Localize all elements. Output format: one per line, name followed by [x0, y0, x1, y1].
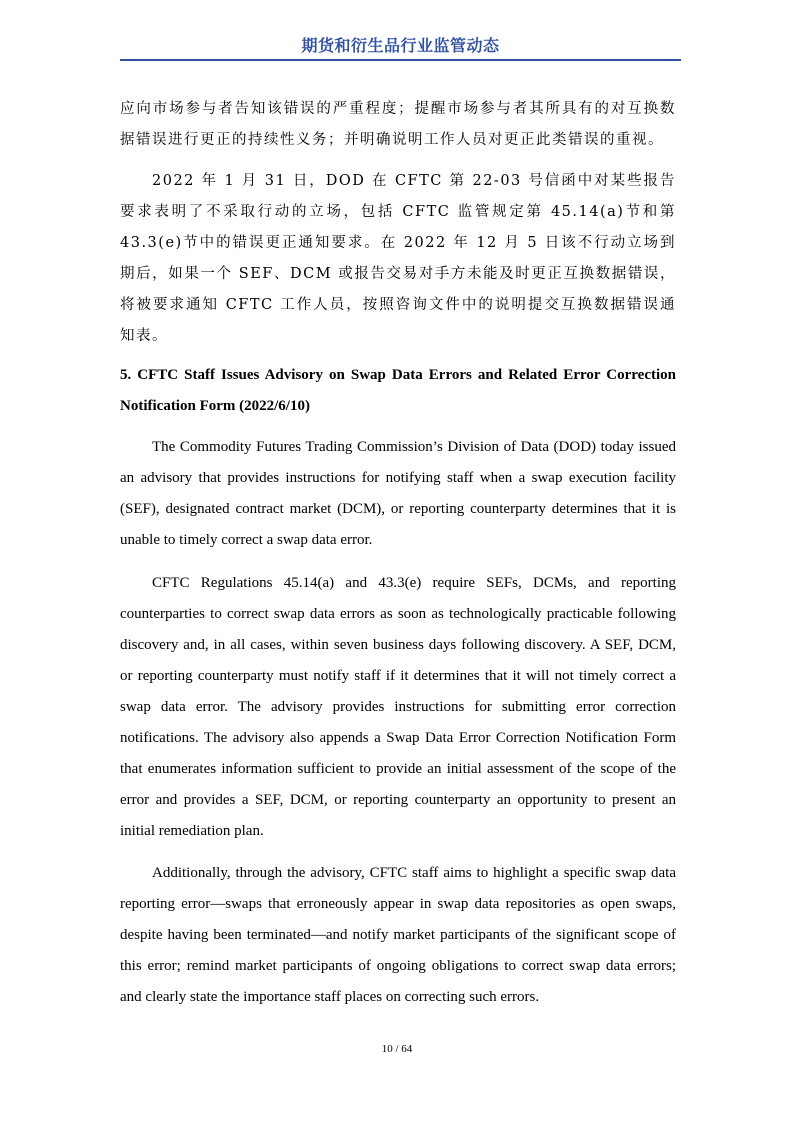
chinese-paragraph-1: 应向市场参与者告知该错误的严重程度；提醒市场参与者其所具有的对互换数据错误进行更正的持续性义务；并明确说明工作人员对更正此类错误的重视。 [120, 101, 676, 148]
document-body [120, 94, 676, 1013]
section-heading: 5. CFTC Staff Issues Advisory on Swap Data Errors and Related Error Correction Notification Form (2022/6/10) [120, 367, 676, 414]
english-paragraph-3: Additionally, through the advisory, CFTC staff aims to highlight a specific swap data reporting error—swaps that erroneously appear in swap data repositories as open swaps, despite having been terminated—and notify market participants of the significant scope of this error; remind market participants of ongoing obligations to correct swap data errors; and clearly state the importance staff places on correcting such errors. [120, 865, 676, 1005]
page-number: 10 / 64 [381, 1043, 413, 1055]
page-header-title: 期货和衍生品行业监管动态 [301, 36, 500, 55]
chinese-paragraph-2: 2022 年 1 月 31 日，DOD 在 CFTC 第 22-03 号信函中对某些报告要求表明了不采取行动的立场，包括 CFTC 监管规定第 45.14(a)节和第 43.3(e)节中的错误更正通知要求。在 2022 年 12 月 5 日该不行动立场到期后，如果一个 SEF、DCM 或报告交易对手方未能及时更正互换数据错误，将被要求通知 CFTC 工作人员，按照咨询文件中的说明提交互换数据错误通知表。 [120, 173, 676, 344]
english-paragraph-1: The Commodity Futures Trading Commission’s Division of Data (DOD) today issued an advisory that provides instructions for notifying staff when a swap execution facility (SEF), designated contract market (DCM), or reporting counterparty determines that it is unable to timely correct a swap data error. [120, 439, 676, 548]
header-divider [120, 59, 681, 61]
english-paragraph-2: CFTC Regulations 45.14(a) and 43.3(e) require SEFs, DCMs, and reporting counterparties to correct swap data errors as soon as technologically practicable following discovery and, in all cases, within seven business days following discovery. A SEF, DCM, or reporting counterparty must notify staff if it determines that it will not timely correct a swap data error. The advisory provides instructions for submitting error correction notifications. The advisory also appends a Swap Data Error Correction Notification Form that enumerates information sufficient to provide an initial assessment of the scope of the error and provides a SEF, DCM, or reporting counterparty an opportunity to present an initial remediation plan. [120, 575, 676, 839]
